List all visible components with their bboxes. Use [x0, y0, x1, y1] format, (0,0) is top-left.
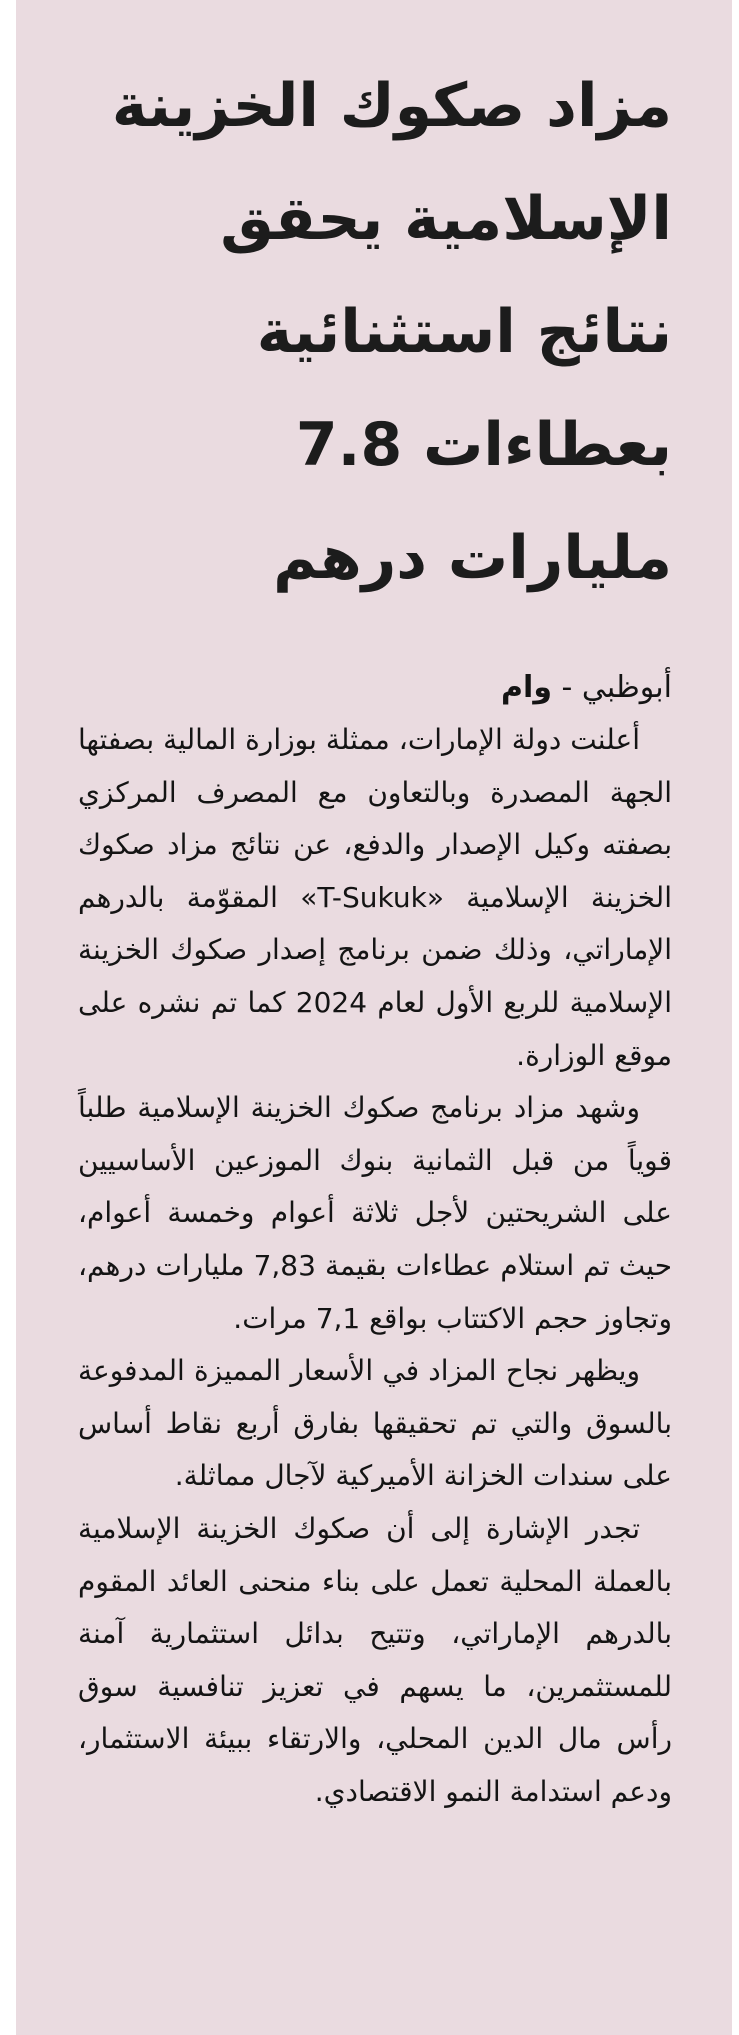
headline-line: بعطاءات 7.8	[295, 410, 672, 480]
headline-line: مليارات درهم	[273, 523, 672, 593]
dateline-agency: وام	[501, 670, 552, 705]
dateline-separator: -	[551, 670, 582, 705]
paragraph: ويظهر نجاح المزاد في الأسعار المميزة المدفوعة بالسوق والتي تم تحقيقها بفارق أربع نقاط أساس على سندات الخزانة الأميركية لآجال مماثلة.	[78, 1354, 672, 1493]
paragraph: تجدر الإشارة إلى أن صكوك الخزينة الإسلامية بالعملة المحلية تعمل على بناء منحنى العائد المقوم بالدرهم الإماراتي، وتتيح بدائل استثمارية آمنة للمستثمرين، ما يسهم في تعزيز تنافسية سوق رأس مال الدين المحلي، والارتقاء ببيئة الاستثمار، ودعم استدامة النمو الاقتصادي.	[78, 1511, 672, 1808]
headline-line: مزاد صكوك الخزينة	[111, 71, 672, 141]
paragraph: أعلنت دولة الإمارات، ممثلة بوزارة المالية بصفتها الجهة المصدرة وبالتعاون مع المصرف المركزي بصفته وكيل الإصدار والدفع، عن نتائج مزاد صكوك الخزينة الإسلامية «T-Sukuk» المقوّمة بالدرهم الإماراتي، وذلك ضمن برنامج إصدار صكوك الخزينة الإسلامية للربع الأول لعام 2024 كما تم نشره على موقع الوزارة.	[78, 723, 672, 1072]
headline-line: نتائج استثنائية	[256, 297, 672, 367]
news-clipping	[16, 0, 732, 2035]
headline	[78, 50, 672, 615]
dateline	[78, 662, 672, 714]
article-body	[78, 714, 672, 1818]
headline-line: الإسلامية يحقق	[220, 184, 672, 254]
dateline-city: أبوظبي	[581, 670, 672, 705]
paragraph: وشهد مزاد برنامج صكوك الخزينة الإسلامية طلباً قوياً من قبل الثمانية بنوك الموزعين الأساسيين على الشريحتين لأجل ثلاثة أعوام وخمسة أعوام، حيث تم استلام عطاءات بقيمة 7,83 مليارات درهم، وتجاوز حجم الاكتتاب بواقع 7,1 مرات.	[78, 1091, 672, 1335]
